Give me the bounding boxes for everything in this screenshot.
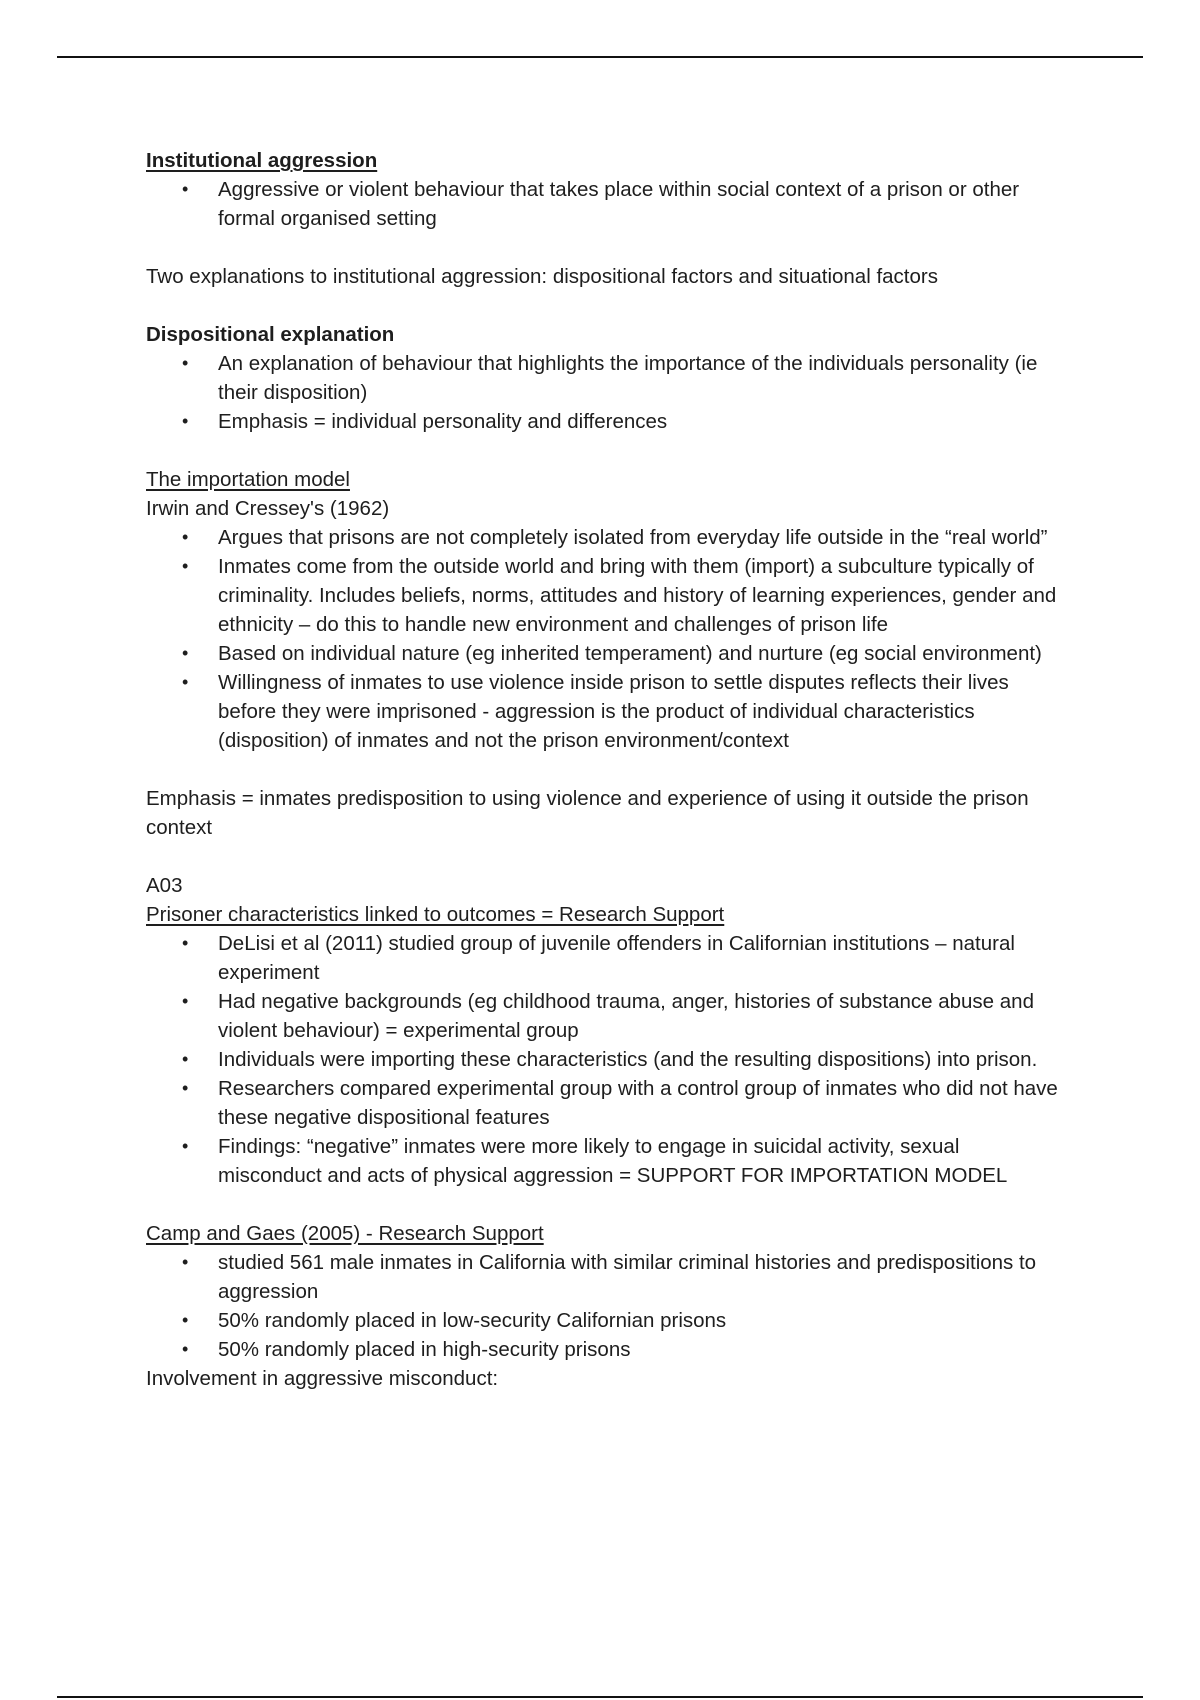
list-item: • Willingness of inmates to use violence inside prison to settle disputes reflects their lives before they were imprisoned - aggression is the product of individual characteristics (disposition) of inmates and not the prison environment/context: [146, 668, 1066, 755]
intro-bullet-list: [146, 175, 1066, 233]
page-bottom-rule: [57, 1696, 1143, 1698]
two-explanations-text: Two explanations to institutional aggression: dispositional factors and situational factors: [146, 265, 938, 288]
camp-bullet-list: [146, 1248, 1066, 1364]
list-item: • Had negative backgrounds (eg childhood trauma, anger, histories of substance abuse and violent behaviour) = experimental group: [146, 987, 1066, 1045]
aggressive-misconduct-line: Involvement in aggressive misconduct:: [146, 1367, 499, 1390]
list-item: • An explanation of behaviour that highlights the importance of the individuals personality (ie their disposition): [146, 349, 1066, 407]
list-item: • Argues that prisons are not completely isolated from everyday life outside in the “real world”: [146, 523, 1066, 552]
heading-institutional-aggression: Institutional aggression: [146, 149, 378, 172]
heading-camp-and-gaes: Camp and Gaes (2005) - Research Support: [146, 1222, 544, 1245]
list-item: • 50% randomly placed in low-security Californian prisons: [146, 1306, 1066, 1335]
document-body: [146, 146, 1066, 1393]
importation-bullet-list: [146, 523, 1066, 755]
list-item: • Based on individual nature (eg inherited temperament) and nurture (eg social environment): [146, 639, 1066, 668]
list-item: • Emphasis = individual personality and differences: [146, 407, 1066, 436]
list-item: • studied 561 male inmates in California with similar criminal histories and predispositions to aggression: [146, 1248, 1066, 1306]
importation-source: Irwin and Cressey's (1962): [146, 497, 390, 520]
list-item: • Findings: “negative” inmates were more likely to engage in suicidal activity, sexual misconduct and acts of physical aggression = SUPPORT FOR IMPORTATION MODEL: [146, 1132, 1066, 1190]
list-item: • DeLisi et al (2011) studied group of juvenile offenders in Californian institutions – natural experiment: [146, 929, 1066, 987]
ao3-label: A03: [146, 874, 183, 897]
list-item: • 50% randomly placed in high-security prisons: [146, 1335, 1066, 1364]
list-item: • Inmates come from the outside world and bring with them (import) a subculture typically of criminality. Includes beliefs, norms, attitudes and history of learning experiences, gender and ethnicity – do this to handle new environment and challenges of prison life: [146, 552, 1066, 639]
importation-emphasis: Emphasis = inmates predisposition to using violence and experience of using it outside the prison context: [146, 787, 1029, 839]
list-item: • Aggressive or violent behaviour that takes place within social context of a prison or other formal organised setting: [146, 175, 1066, 233]
dispositional-bullet-list: [146, 349, 1066, 436]
heading-prisoner-characteristics: Prisoner characteristics linked to outcomes = Research Support: [146, 903, 725, 926]
heading-dispositional-explanation: Dispositional explanation: [146, 323, 395, 346]
list-item: • Individuals were importing these characteristics (and the resulting dispositions) into prison.: [146, 1045, 1066, 1074]
heading-importation-model: The importation model: [146, 468, 350, 491]
page-top-rule: [57, 56, 1143, 58]
list-item: • Researchers compared experimental group with a control group of inmates who did not have these negative dispositional features: [146, 1074, 1066, 1132]
ao3-bullet-list: [146, 929, 1066, 1190]
